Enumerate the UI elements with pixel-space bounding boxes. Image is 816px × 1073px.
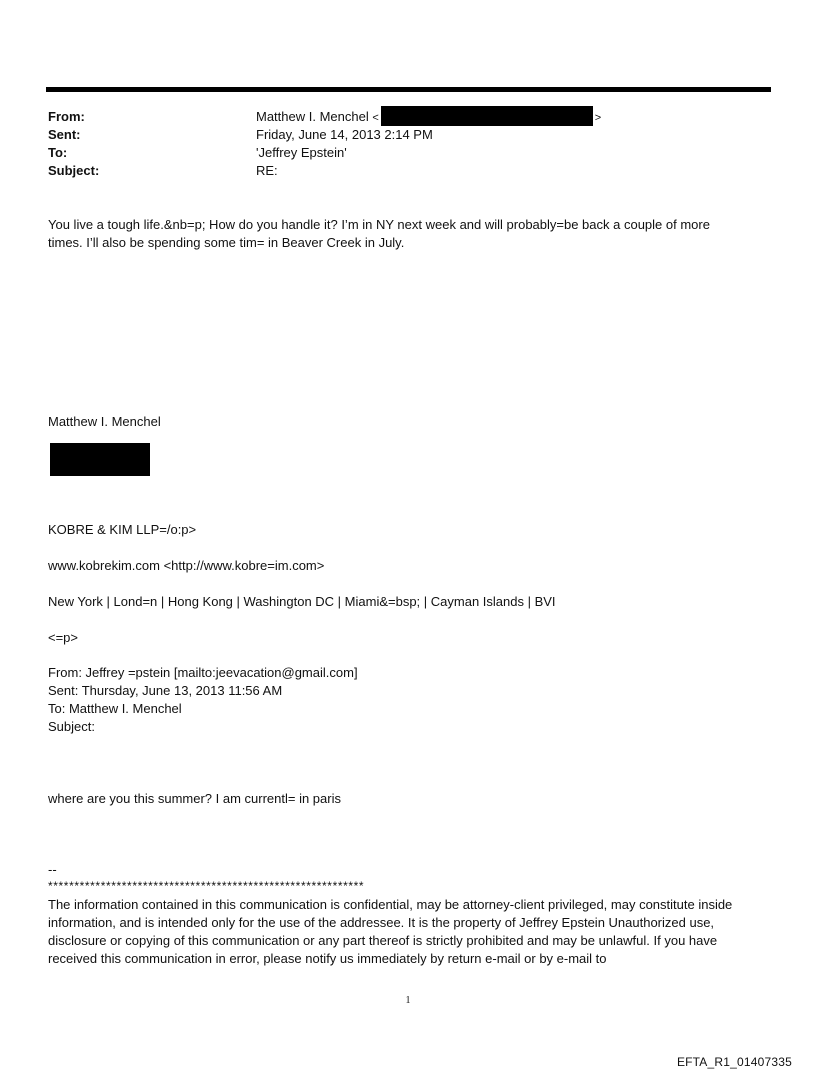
disclaimer-text: The information contained in this communication is confidential, may be attorney-client privileged, may constitute inside information, and is intended only for the use of the addressee. It is the property of Jeffrey Epstein Unauthorized use, disclosure or copying of this communication or any part thereof is strictly prohibited and may be unlawful. If you have received this communication in error, please notify us immediately by return e-mail or by e-mail to xyxy=(48,897,733,966)
signature-offices: New York | Lond=n | Hong Kong | Washington DC | Miami&=bsp; | Cayman Islands | BVI xyxy=(48,594,556,609)
sent-label: Sent: xyxy=(48,127,81,142)
sent-value: Friday, June 14, 2013 2:14 PM xyxy=(256,127,433,142)
bates-number: EFTA_R1_01407335 xyxy=(676,1055,792,1069)
from-label: From: xyxy=(48,109,85,124)
signature-redaction xyxy=(50,443,150,476)
quoted-sent-line: Sent: Thursday, June 13, 2013 11:56 AM xyxy=(48,683,283,698)
quoted-body: where are you this summer? I am currentl= in paris xyxy=(48,791,341,806)
header-rule xyxy=(46,87,771,92)
to-value: 'Jeffrey Epstein' xyxy=(256,145,347,160)
sender-email-redaction xyxy=(381,106,593,126)
quoted-subject-line: Subject: xyxy=(48,719,95,734)
sender-close-bracket: > xyxy=(594,112,602,124)
sender-name: Matthew I. Menchel xyxy=(256,109,369,124)
reply-line-2: times. I’ll also be spending some tim= in Beaver Creek in July. xyxy=(48,235,405,250)
reply-line-1: You live a tough life.&nb=p; How do you handle it? I’m in NY next week and will probably=be back a couple of more xyxy=(48,217,710,232)
page-number: 1 xyxy=(405,995,411,1006)
quoted-from-line: From: Jeffrey =pstein [mailto:jeevacation@gmail.com] xyxy=(48,665,358,680)
signature-artifact: <=p> xyxy=(48,630,79,645)
subject-label: Subject: xyxy=(48,163,100,178)
quoted-to-line: To: Matthew I. Menchel xyxy=(48,701,182,716)
from-value xyxy=(256,108,601,128)
sender-open-bracket: < xyxy=(372,112,379,124)
signature-website: www.kobrekim.com <http://www.kobre=im.com> xyxy=(48,558,325,573)
signature-firm: KOBRE & KIM LLP=/o:p> xyxy=(48,522,197,537)
disclaimer-dashes: -- xyxy=(48,862,57,877)
to-label: To: xyxy=(48,145,68,160)
signature-name: Matthew I. Menchel xyxy=(48,414,161,429)
disclaimer-stars: ************************************************************ xyxy=(48,879,365,893)
subject-value: RE: xyxy=(256,163,278,178)
